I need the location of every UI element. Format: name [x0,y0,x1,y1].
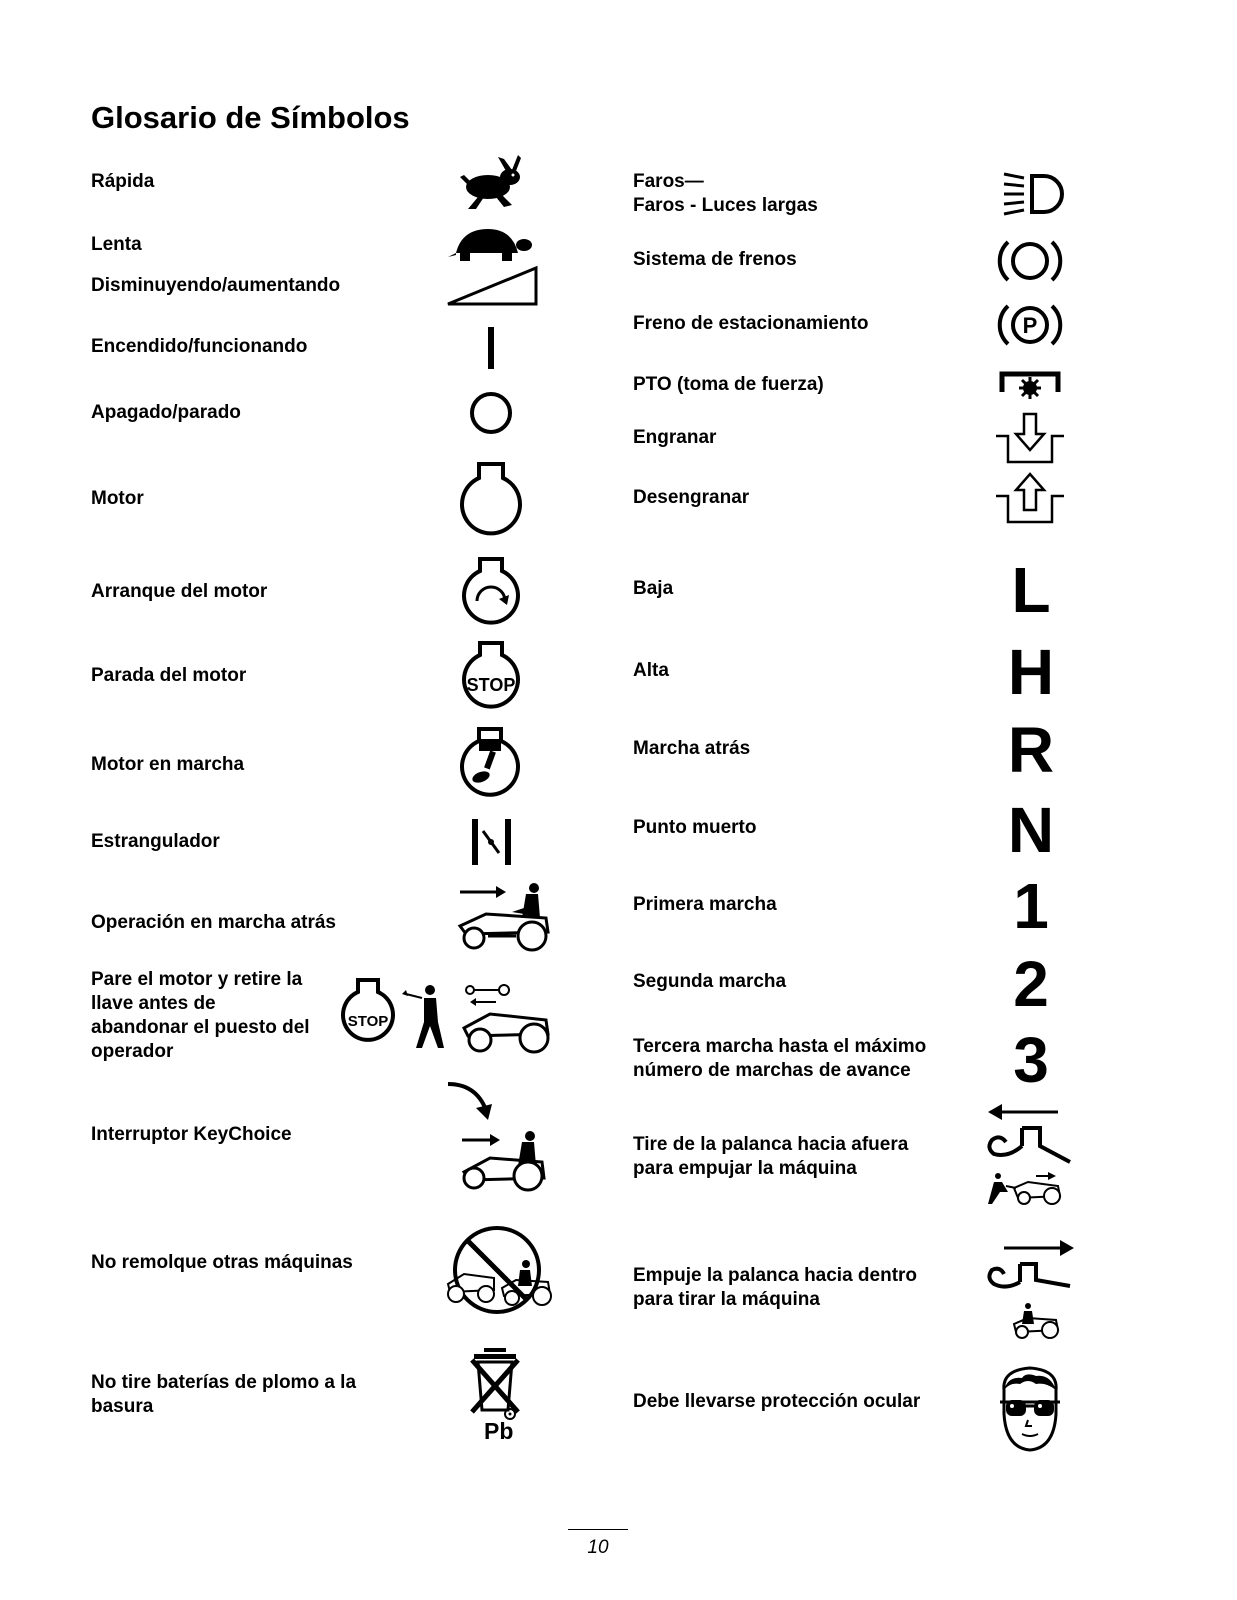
engine-stop-label: STOP [466,675,516,695]
gear-high-letter: H [1007,636,1055,708]
choke-icon [469,817,515,867]
parking-brake-letter: P [1022,313,1038,338]
gear-third-digit: 3 [1013,1024,1049,1096]
parking-brake-icon [998,300,1062,350]
label-freno-estacionamiento: Freno de estacionamiento [633,313,869,334]
push-lever-pull-icon [984,1236,1076,1338]
rabbit-icon [458,155,528,210]
pto-icon [998,368,1062,402]
keychoice-icon [446,1080,550,1192]
stop-engine-label: STOP [347,1013,389,1030]
engine-start-icon [461,557,521,627]
ramp-icon [446,266,538,306]
no-tow-icon [440,1224,554,1316]
off-circle-icon [468,390,514,436]
engage-icon [994,412,1066,466]
gear-second-digit: 2 [1013,948,1049,1020]
label-no-remolque: No remolque otras máquinas [91,1252,353,1273]
label-lenta: Lenta [91,234,142,255]
label-punto-muerto: Punto muerto [633,817,757,838]
stop-engine-remove-key-icon [340,978,555,1056]
reverse-operation-icon [456,882,550,952]
label-engranar: Engranar [633,427,717,448]
turtle-icon [448,225,533,265]
label-keychoice: Interruptor KeyChoice [91,1124,292,1145]
label-no-baterias: No tire baterías de plomo a la basura [91,1372,357,1417]
label-estrangulador: Estrangulador [91,831,220,852]
on-line-icon [484,325,498,371]
label-segunda: Segunda marcha [633,971,787,992]
label-pare-motor: Pare el motor y retire la llave antes de abandonar el puesto del operador [91,969,310,1062]
label-desengranar: Desengranar [633,487,750,508]
engine-stop-icon [461,641,521,713]
engine-icon [459,462,523,538]
label-proteccion-ocular: Debe llevarse protección ocular [633,1391,921,1412]
gear-first-digit: 1 [1013,870,1049,942]
label-baja: Baja [633,578,674,599]
gear-neutral-letter: N [1007,794,1055,866]
label-tercera: Tercera marcha hasta el máximo número de marchas de avance [633,1036,927,1081]
label-encendido: Encendido/funcionando [91,336,308,357]
disengage-icon [994,472,1066,526]
label-disminuyendo: Disminuyendo/aumentando [91,275,341,296]
label-rapida: Rápida [91,171,155,192]
label-primera: Primera marcha [633,894,777,915]
brake-icon [998,236,1062,286]
label-motor: Motor [91,488,144,509]
headlight-icon [1000,170,1066,218]
label-arranque: Arranque del motor [91,581,268,602]
lead-chemical-symbol: Pb [484,1418,514,1444]
label-marcha-atras-op: Operación en marcha atrás [91,912,336,933]
label-faros: Faros— Faros - Luces largas [633,171,818,216]
gear-reverse-letter: R [1007,714,1055,786]
label-frenos: Sistema de frenos [633,249,797,270]
page-title: Glosario de Símbolos [91,100,410,135]
label-empuje-palanca: Empuje la palanca hacia dentro para tirar la máquina [633,1265,918,1310]
page-number: 10 [587,1537,609,1558]
footer-rule [568,1529,628,1530]
engine-run-icon [459,725,521,805]
no-battery-trash-icon [470,1346,530,1422]
label-apagado: Apagado/parado [91,402,241,423]
label-marcha-atras: Marcha atrás [633,738,751,759]
label-motor-en-marcha: Motor en marcha [91,754,245,775]
label-parada: Parada del motor [91,665,247,686]
pull-lever-push-icon [984,1102,1076,1208]
label-pto: PTO (toma de fuerza) [633,374,824,395]
label-tire-palanca: Tire de la palanca hacia afuera para empujar la máquina [633,1134,909,1179]
eye-protection-icon [996,1364,1064,1452]
label-alta: Alta [633,660,669,681]
gear-low-letter: L [1011,554,1051,626]
